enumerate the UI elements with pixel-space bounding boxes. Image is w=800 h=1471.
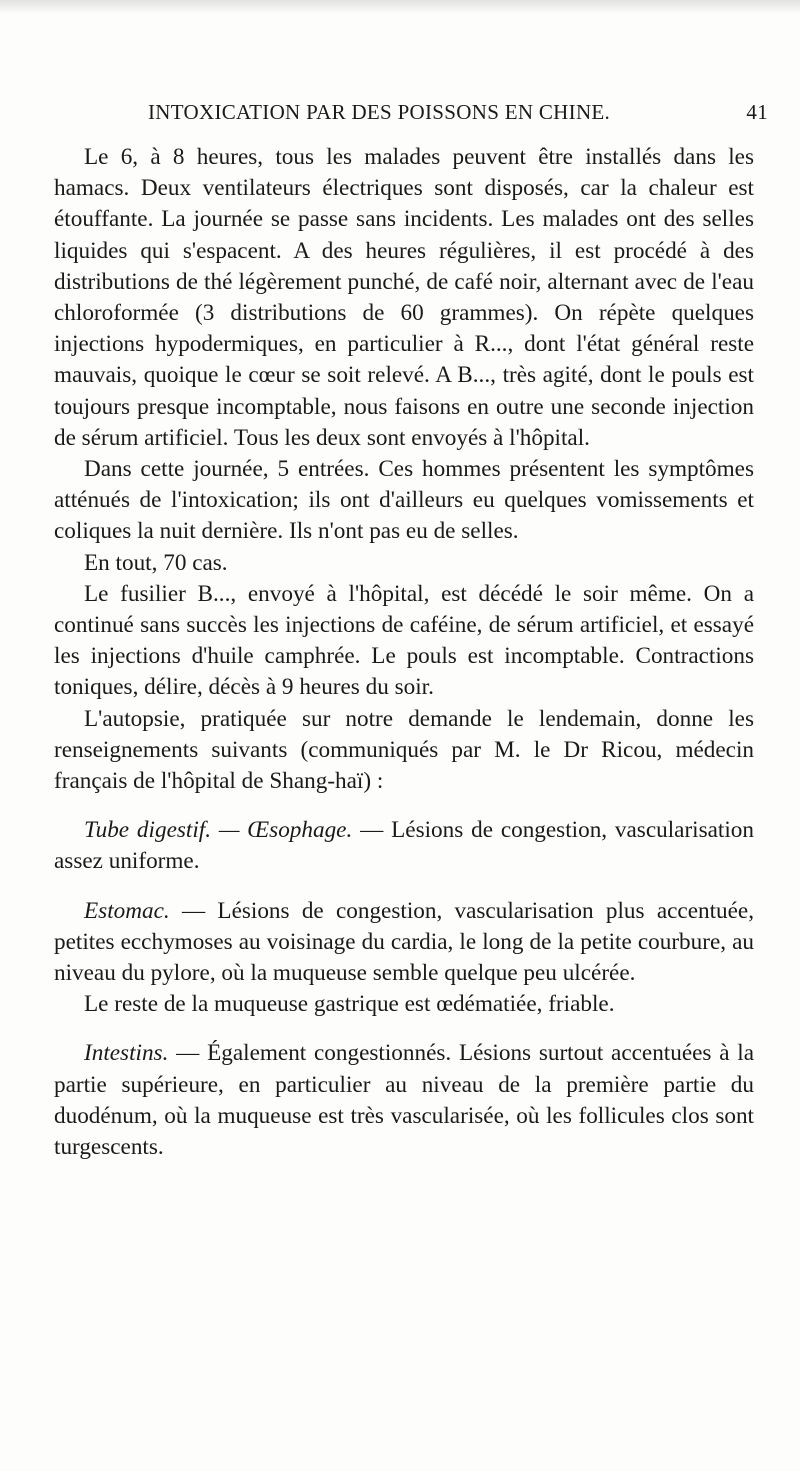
section-lead: Tube digestif. — Œsophage. (84, 817, 353, 844)
paragraph: L'autopsie, pratiquée sur notre demande le lendemain, donne les renseignements suivants (communiqués par M. le Dr Ricou, médecin français de l'hôpital de Shang-haï) : (54, 705, 754, 795)
paragraph: Dans cette journée, 5 entrées. Ces hommes présentent les symptômes atténués de l'intoxication; ils ont d'ailleurs eu quelques vomissements et coliques la nuit dernière. Ils n'ont pas eu de selles. (54, 456, 754, 545)
paragraph: Le 6, à 8 heures, tous les malades peuvent être installés dans les hamacs. Deux ventilateurs électriques sont disposés, car la chaleur est étouffante. La journée se passe sans incidents. Les malades ont des selles liquides qui s'espacent. A des heures régulières, il est procédé à des distributions de thé légèrement punché, de café noir, alternant avec de l'eau chloroformée (3 distributions de 60 grammes). On répète quelques injections hypodermiques, en particulier à R..., dont l'état général reste mauvais, quoique le cœur se soit relevé. A B..., très agité, dont le pouls est toujours presque incomptable, nous faisons en outre une seconde injection de sérum artificiel. Tous les deux sont envoyés à l'hôpital. (54, 144, 754, 451)
section-lead: Estomac. (84, 897, 170, 924)
paragraph: Le fusilier B..., envoyé à l'hôpital, est décédé le soir même. On a continué sans succès les injections de caféine, de sérum artificiel, et essayé les injections d'huile camphrée. Le pouls est incomptable. Contractions toniques, délire, décès à 9 heures du soir. (54, 580, 754, 701)
body-text (54, 142, 754, 1163)
paragraph: En tout, 70 cas. (84, 549, 228, 576)
scan-edge (0, 0, 800, 14)
paragraph: Intestins. — Également congestionnés. Lésions surtout accentuées à la partie supérieure, en particulier au niveau de la première partie du duodénum, où la muqueuse est très vascularisée, où les follicules clos sont turgescents. (54, 1040, 754, 1161)
running-title: INTOXICATION PAR DES POISSONS EN CHINE. (148, 100, 611, 124)
section-lead: Intestins. (84, 1040, 169, 1067)
page-header (148, 100, 768, 130)
paragraph: Le reste de la muqueuse gastrique est œdématiée, friable. (84, 991, 615, 1018)
paragraph: Tube digestif. — Œsophage. — Lésions de congestion, vascularisation assez uniforme. (54, 817, 754, 875)
page-number: 41 (746, 100, 768, 124)
paragraph: Estomac. — Lésions de congestion, vascularisation plus accentuée, petites ecchymoses au voisinage du cardia, le long de la petite courbure, au niveau du pylore, où la muqueuse semble quelque peu ulcérée. (54, 897, 754, 987)
